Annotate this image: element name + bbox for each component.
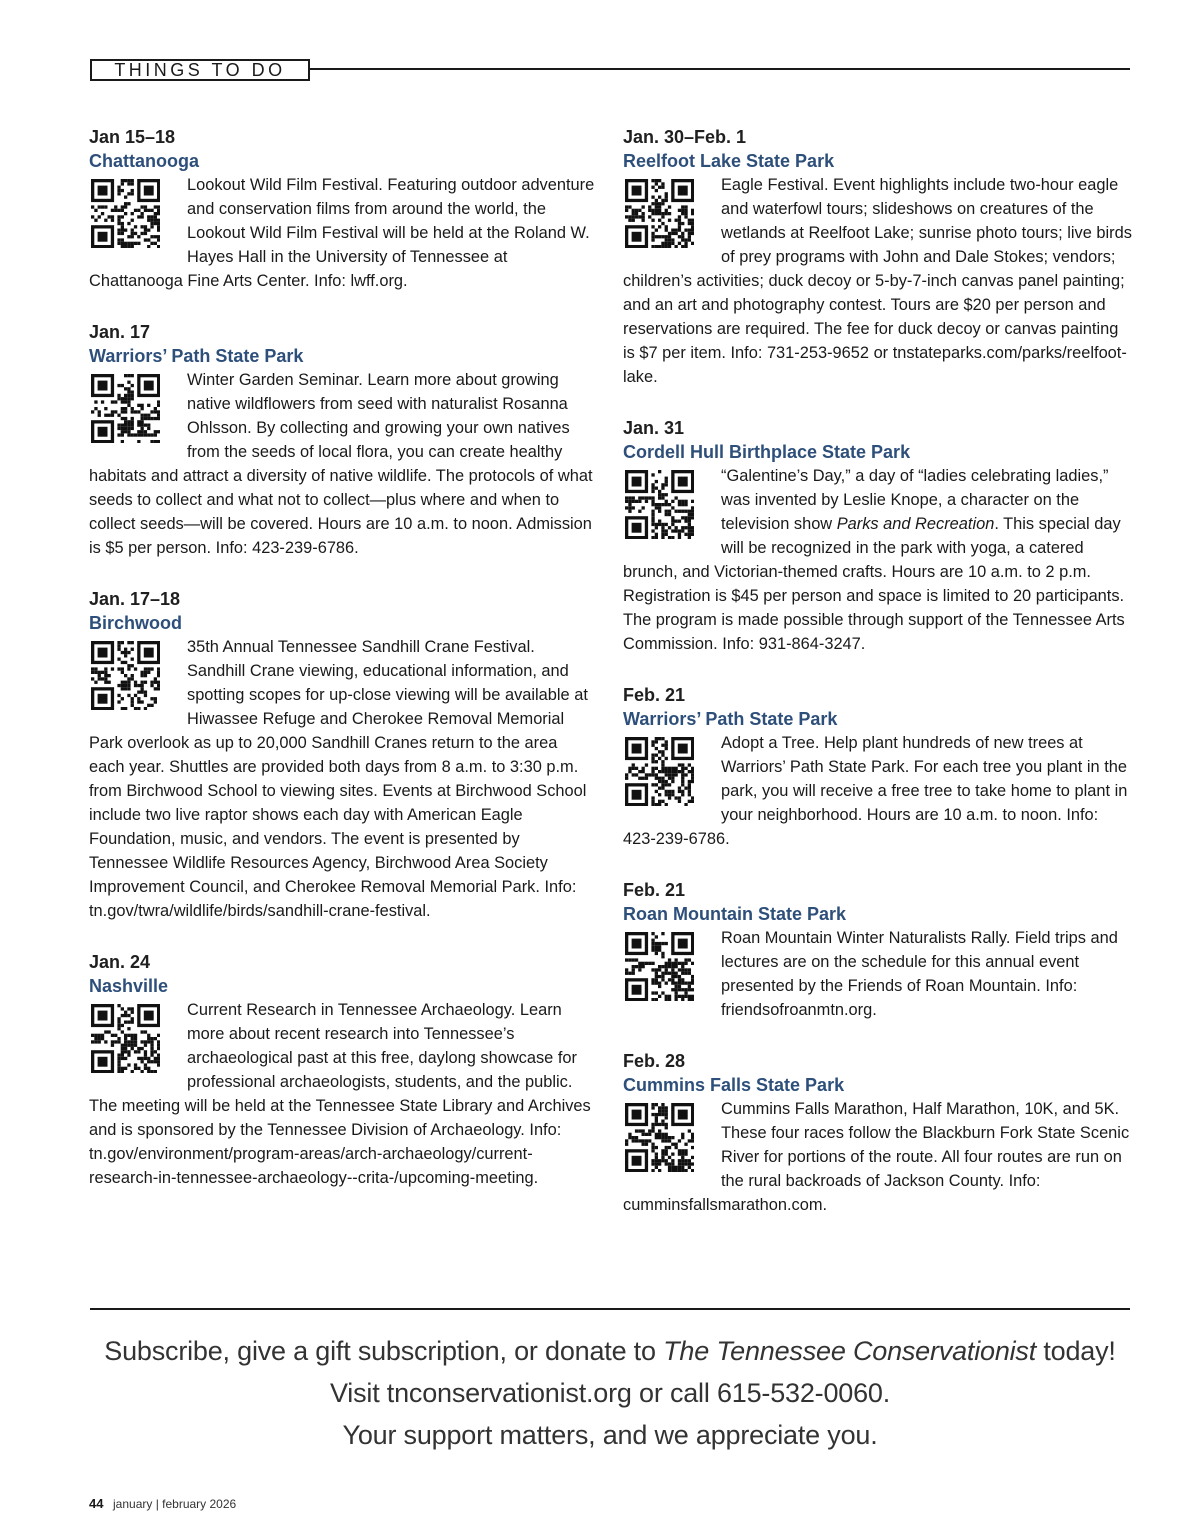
- event-description: Roan Mountain Winter Naturalists Rally. Field trips and lectures are on the schedule for this annual event presented by the Friends of Roan Mountain. Info: friendsofroanmtn.org.: [721, 929, 1118, 1019]
- event-location: Roan Mountain State Park: [623, 904, 847, 924]
- event-item: [623, 878, 1133, 1022]
- callout-line-3: Your support matters, and we appreciate you.: [342, 1420, 878, 1450]
- qr-code-icon[interactable]: [625, 932, 695, 1004]
- event-date: Jan 15–18: [89, 127, 176, 147]
- show-title: Parks and Recreation: [836, 515, 995, 533]
- event-date: Jan. 24: [89, 952, 151, 972]
- event-location: Nashville: [89, 976, 169, 996]
- event-description: Eagle Festival. Event highlights include two-hour eagle and waterfowl tours; slideshows on creatures of the wetlands at Reelfoot Lake; sunrise photo tours; live birds of prey programs with John and Dale Stokes; vendors; children’s activities; duck decoy or 5-by-7-inch canvas panel painting; and an art and photography contest. Tours are $20 per person and reservations are required. The fee for duck decoy or canvas painting is $7 per item. Info: 731-253-9652 or tnstateparks.com/parks/reelfoot-lake.: [623, 176, 1132, 386]
- qr-code-icon[interactable]: [625, 179, 695, 251]
- event-item: [623, 416, 1133, 656]
- event-item: [89, 950, 597, 1190]
- issue-date: january | february 2026: [113, 1497, 237, 1511]
- event-description: Lookout Wild Film Festival. Featuring outdoor adventure and conservation films from around the world, the Lookout Wild Film Festival will be held at the Roland W. Hayes Hall in the University of Tennessee at Chattanooga Fine Arts Center. Info: lwff.org.: [89, 176, 595, 290]
- event-location: Cordell Hull Birthplace State Park: [623, 442, 911, 462]
- section-label: THINGS TO DO: [90, 59, 310, 81]
- callout-line-1: Subscribe, give a gift subscription, or donate to The Tennessee Conservationist today!: [104, 1336, 1116, 1366]
- event-item: [89, 587, 597, 923]
- qr-code-icon[interactable]: [625, 1103, 695, 1175]
- right-column: [623, 125, 1133, 1217]
- event-location: Cummins Falls State Park: [623, 1075, 845, 1095]
- event-location: Warriors’ Path State Park: [89, 346, 304, 366]
- section-header: [90, 59, 1130, 83]
- event-date: Feb. 21: [623, 880, 686, 900]
- qr-code-icon[interactable]: [91, 374, 161, 446]
- event-item: [623, 683, 1133, 851]
- qr-code-icon[interactable]: [625, 737, 695, 809]
- event-description: 35th Annual Tennessee Sandhill Crane Festival. Sandhill Crane viewing, educational information, and spotting scopes for up-close viewing will be available at Hiwassee Refuge and Cherokee Removal Memorial Park overlook as up to 20,000 Sandhill Cranes return to the area each year. Shuttles are provided both days from 8 a.m. to 3:30 p.m. from Birchwood School to viewing sites. Events at Birchwood School include two live raptor shows each day with American Eagle Foundation, music, and vendors. The event is presented by Tennessee Wildlife Resources Agency, Birchwood Area Society Improvement Council, and Cherokee Removal Memorial Park. Info: tn.gov/twra/wildlife/birds/sandhill-crane-festival.: [89, 638, 588, 920]
- subscription-callout: [90, 1330, 1130, 1456]
- event-location: Birchwood: [89, 613, 182, 633]
- page-number: 44: [89, 1496, 104, 1511]
- event-location: Warriors’ Path State Park: [623, 709, 838, 729]
- event-date: Feb. 28: [623, 1051, 686, 1071]
- event-location: Chattanooga: [89, 151, 199, 171]
- event-description: Current Research in Tennessee Archaeology. Learn more about recent research into Tennessee’s archaeological past at this free, daylong showcase for professional archaeologists, students, and the public. The meeting will be held at the Tennessee State Library and Archives and is sponsored by the Tennessee Division of Archaeology. Info: tn.gov/environment/program-areas/arch-archaeology/current-research-in-tennessee-archaeology--crita-/upcoming-meeting.: [89, 1001, 591, 1187]
- section-rule: [310, 68, 1130, 70]
- event-item: [623, 1049, 1133, 1217]
- event-description-end: . This special day will be recognized in the park with yoga, a catered brunch, and Victorian-themed crafts. Hours are 10 a.m. to 2 p.m. Registration is $45 per person and space is limited to 20 participants. The program is made possible through support of the Tennessee Arts Commission. Info: 931-864-3247.: [623, 515, 1125, 653]
- event-description: [623, 464, 1133, 656]
- event-item: [623, 125, 1133, 389]
- event-date: Jan. 31: [623, 418, 685, 438]
- event-date: Jan. 17–18: [89, 589, 181, 609]
- event-date: Feb. 21: [623, 685, 686, 705]
- event-date: Jan. 30–Feb. 1: [623, 127, 747, 147]
- qr-code-icon[interactable]: [91, 1004, 161, 1076]
- event-item: [89, 125, 597, 293]
- event-description: Winter Garden Seminar. Learn more about growing native wildflowers from seed with naturalist Rosanna Ohlsson. By collecting and growing your own natives from the seeds of local flora, you can create healthy habitats and attract a diversity of native wildlife. The protocols of what seeds to collect and what not to collect—plus where and when to collect seeds—will be covered. Hours are 10 a.m. to noon. Admission is $5 per person. Info: 423-239-6786.: [89, 371, 593, 557]
- qr-code-icon[interactable]: [91, 179, 161, 251]
- qr-code-icon[interactable]: [625, 470, 695, 542]
- event-item: [89, 320, 597, 560]
- left-column: [89, 125, 597, 1190]
- magazine-title: The Tennessee Conservationist: [663, 1336, 1037, 1366]
- qr-code-icon[interactable]: [91, 641, 161, 713]
- footer-rule: [90, 1308, 1130, 1310]
- event-date: Jan. 17: [89, 322, 151, 342]
- event-location: Reelfoot Lake State Park: [623, 151, 835, 171]
- event-description: Cummins Falls Marathon, Half Marathon, 10K, and 5K. These four races follow the Blackburn Fork State Scenic River for portions of the route. All four routes are run on the rural backroads of Jackson County. Info: cumminsfallsmarathon.com.: [623, 1100, 1130, 1214]
- callout-line-2: Visit tnconservationist.org or call 615-532-0060.: [329, 1378, 891, 1408]
- event-description-start: “Galentine’s Day,” a day of “ladies celebrating ladies,” was invented by Leslie Knope, a character on the television show: [721, 467, 1109, 533]
- event-description: Adopt a Tree. Help plant hundreds of new trees at Warriors’ Path State Park. For each tree you plant in the park, you will receive a free tree to take home to plant in your neighborhood. Hours are 10 a.m. to noon. Info: 423-239-6786.: [623, 734, 1128, 848]
